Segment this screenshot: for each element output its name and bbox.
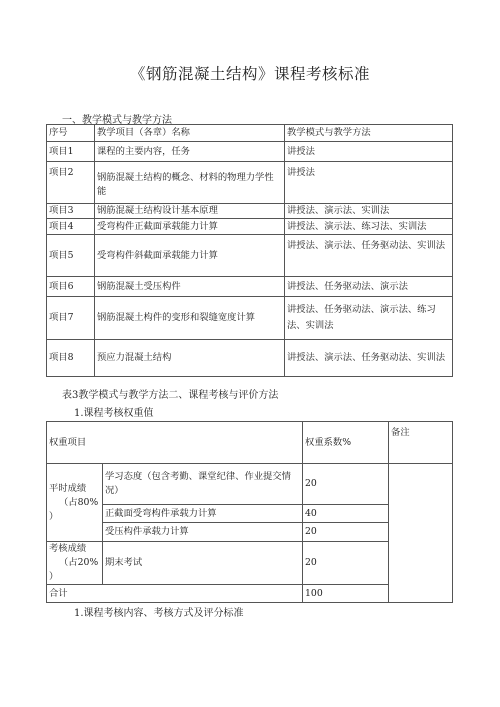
header-cell-method: 教学模式与教学方法 [285,125,453,142]
weight-cell: 20 [303,464,389,505]
header-cell-name: 教学项目（各章）名称 [95,125,285,142]
row-method: 讲授法 [285,162,453,204]
row-name: 预应力混凝土结构 [95,340,285,377]
table-row [47,277,453,297]
row-method: 讲授法、演示法、任务驱动法、实训法 [285,340,453,377]
group-percent: （占80% [59,496,99,508]
table-row [47,219,453,235]
item-cell: 学习态度（包含考勤、课堂纪律、作业提交情况） [103,464,303,505]
table-header-row [47,125,453,142]
weight-cell: 20 [303,523,389,542]
teaching-methods-table [46,124,453,377]
section1-heading: 一、教学模式与教学方法 [62,115,172,126]
row-method: 讲授法、演示法、练习法、实训法 [285,219,453,235]
subsection1-heading: 1.课程考核权重值 [74,408,154,419]
row-no: 项目6 [47,277,95,297]
group-close: ） [49,571,59,582]
group-close: ） [49,510,59,522]
row-name: 钢筋混凝土构件的变形和裂缝宽度计算 [95,297,285,340]
item-cell: 正截面受弯构件承载力计算 [103,505,303,523]
row-no: 项目3 [47,204,95,219]
group-label: 考核成绩 [49,543,87,554]
total-label-cell: 合计 [47,585,303,603]
row-name: 受弯构件斜截面承载能力计算 [95,235,285,277]
row-method: 讲授法、任务驱动法、演示法、练习法、实训法 [285,297,453,340]
header-cell-note: 备注 [389,422,453,464]
row-method: 讲授法、演示法、任务驱动法、实训法 [285,235,453,277]
table-row [47,340,453,377]
group-label: 平时成绩 [49,482,87,494]
table-row [47,204,453,219]
table-row [47,162,453,204]
table-row [47,464,453,505]
row-method: 讲授法 [285,142,453,162]
group-cell-exam [47,542,103,585]
row-name: 钢筋混凝土受压构件 [95,277,285,297]
row-no: 项目1 [47,142,95,162]
row-no: 项目8 [47,340,95,377]
header-cell-item: 权重项目 [47,422,303,464]
row-name: 课程的主要内容，任务 [95,142,285,162]
header-cell-weight: 权重系数% [303,422,389,464]
item-cell: 期末考试 [103,542,303,585]
group-percent: （占20% [59,557,99,568]
table-row [47,297,453,340]
row-name: 受弯构件正截面承载能力计算 [95,219,285,235]
table-header-row [47,422,453,464]
row-no: 项目5 [47,235,95,277]
row-no: 项目2 [47,162,95,204]
note-cell [389,464,453,603]
row-name: 钢筋混凝土结构设计基本原理 [95,204,285,219]
weight-cell: 20 [303,542,389,585]
row-name: 钢筋混凝土结构的概念、材料的物理力学性能 [95,162,285,204]
table-caption-line: 表3教学模式与教学方法二、课程考核与评价方法 [62,390,279,401]
row-method: 讲授法、任务驱动法、演示法 [285,277,453,297]
group-cell-regular [47,464,103,542]
item-cell: 受压构件承载力计算 [103,523,303,542]
table-row [47,142,453,162]
assessment-weight-table [46,421,453,603]
subsection2-heading: 1.课程考核内容、考核方式及评分标准 [74,608,244,619]
header-cell-no: 序号 [47,125,95,142]
document-title: 《钢筋混凝土结构》课程考核标准 [129,65,370,83]
table-row [47,235,453,277]
weight-cell: 40 [303,505,389,523]
row-method: 讲授法、演示法、实训法 [285,204,453,219]
row-no: 项目7 [47,297,95,340]
row-no: 项目4 [47,219,95,235]
total-weight-cell: 100 [303,585,389,603]
